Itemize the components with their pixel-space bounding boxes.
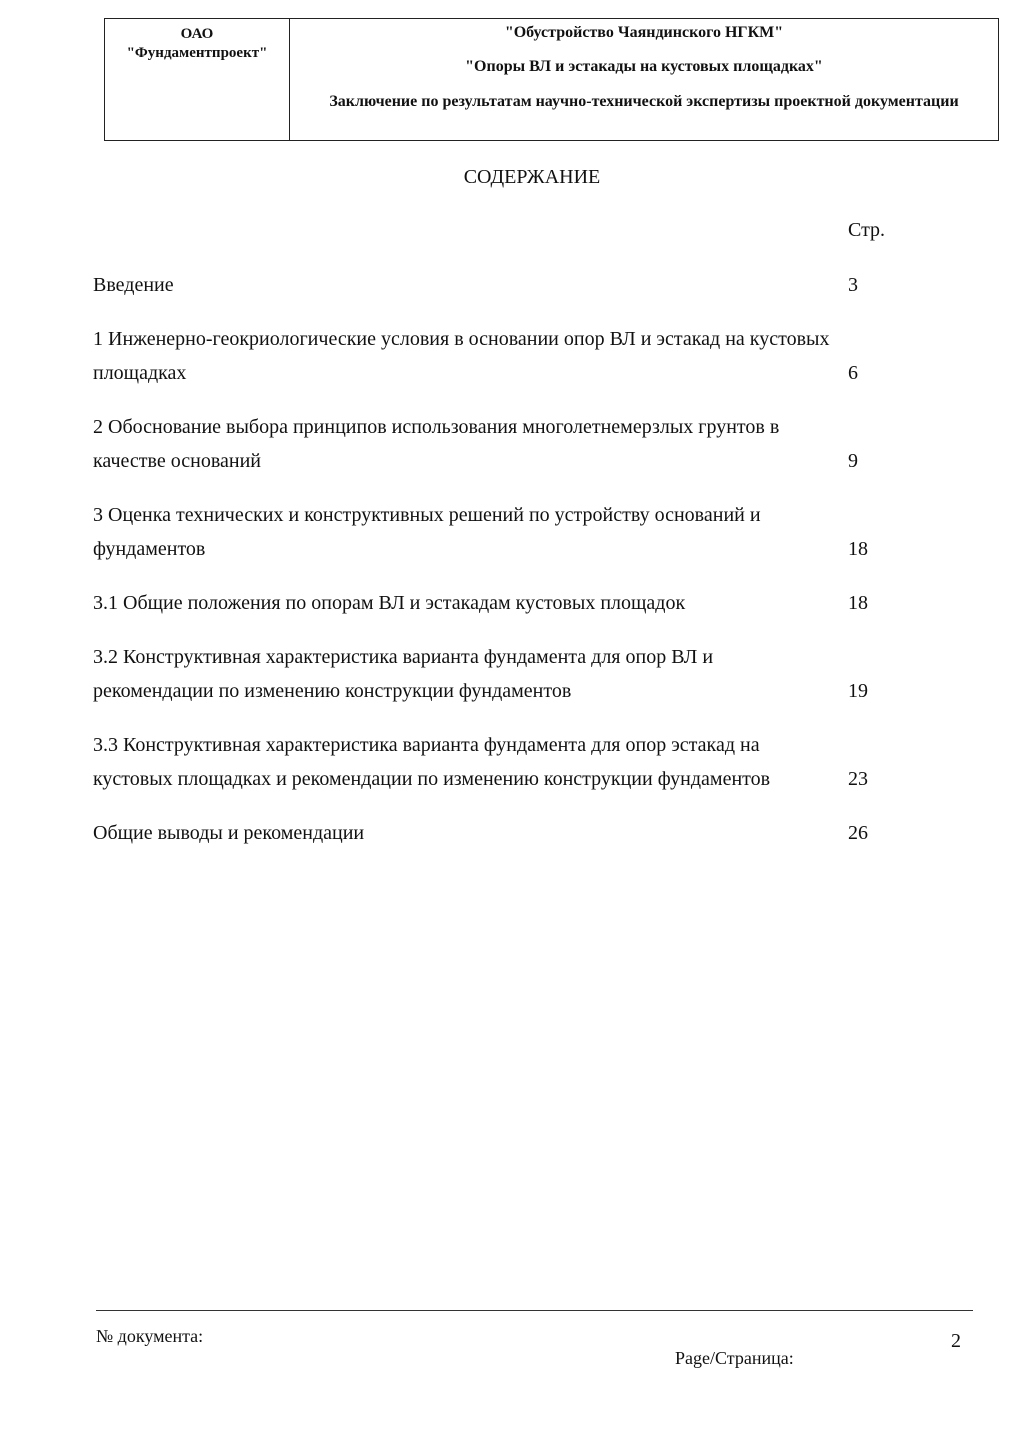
toc-item-text: 1 Инженерно-геокриологические условия в основании опор ВЛ и эстакад на кустовых площадках [93,328,830,384]
toc-item-text: Введение [93,274,174,296]
toc-item [93,728,883,796]
toc-item-page: 9 [848,450,858,472]
document-header [104,18,999,141]
toc-item [93,322,883,390]
toc-title: СОДЕРЖАНИЕ [463,166,601,188]
toc-item [93,268,883,302]
toc-item-page: 18 [848,592,868,614]
toc-item-page: 18 [848,538,868,560]
toc-item-page: 6 [848,362,858,384]
page-label: Page/Страница: [675,1348,794,1368]
toc-item [93,586,883,620]
footer-divider [96,1310,973,1311]
toc-item-page: 3 [848,274,858,296]
document-title: Заключение по результатам научно-технической экспертизы проектной документации [329,93,959,110]
toc-item-text: Общие выводы и рекомендации [93,822,365,844]
table-of-contents [93,268,883,870]
page-number: 2 [951,1330,961,1352]
toc-item-page: 26 [848,822,868,844]
org-line-1: ОАО [180,26,214,42]
object-name: "Опоры ВЛ и эстакады на кустовых площадках" [465,58,823,75]
project-name: "Обустройство Чаяндинского НГКМ" [504,24,784,41]
page-column-header: Стр. [848,219,886,241]
toc-item-text: 3.1 Общие положения по опорам ВЛ и эстакадам кустовых площадок [93,592,686,614]
project-cell [290,19,998,140]
toc-item-page: 19 [848,680,868,702]
toc-item-text: 3 Оценка технических и конструктивных решений по устройству оснований и фундаментов [93,504,761,560]
toc-item [93,816,883,850]
toc-item [93,498,883,566]
org-line-2: "Фундаментпроект" [126,45,268,61]
toc-item-page: 23 [848,768,868,790]
toc-item-text: 3.2 Конструктивная характеристика варианта фундамента для опор ВЛ и рекомендации по изменению конструкции фундаментов [93,646,714,702]
organization-cell [105,19,290,140]
toc-item-text: 3.3 Конструктивная характеристика варианта фундамента для опор эстакад на кустовых площадках и рекомендации по изменению конструкции фундаментов [93,734,771,790]
toc-item [93,640,883,708]
toc-item [93,410,883,478]
document-number-label: № документа: [96,1326,204,1346]
toc-item-text: 2 Обоснование выбора принципов использования многолетнемерзлых грунтов в качестве оснований [93,416,780,472]
